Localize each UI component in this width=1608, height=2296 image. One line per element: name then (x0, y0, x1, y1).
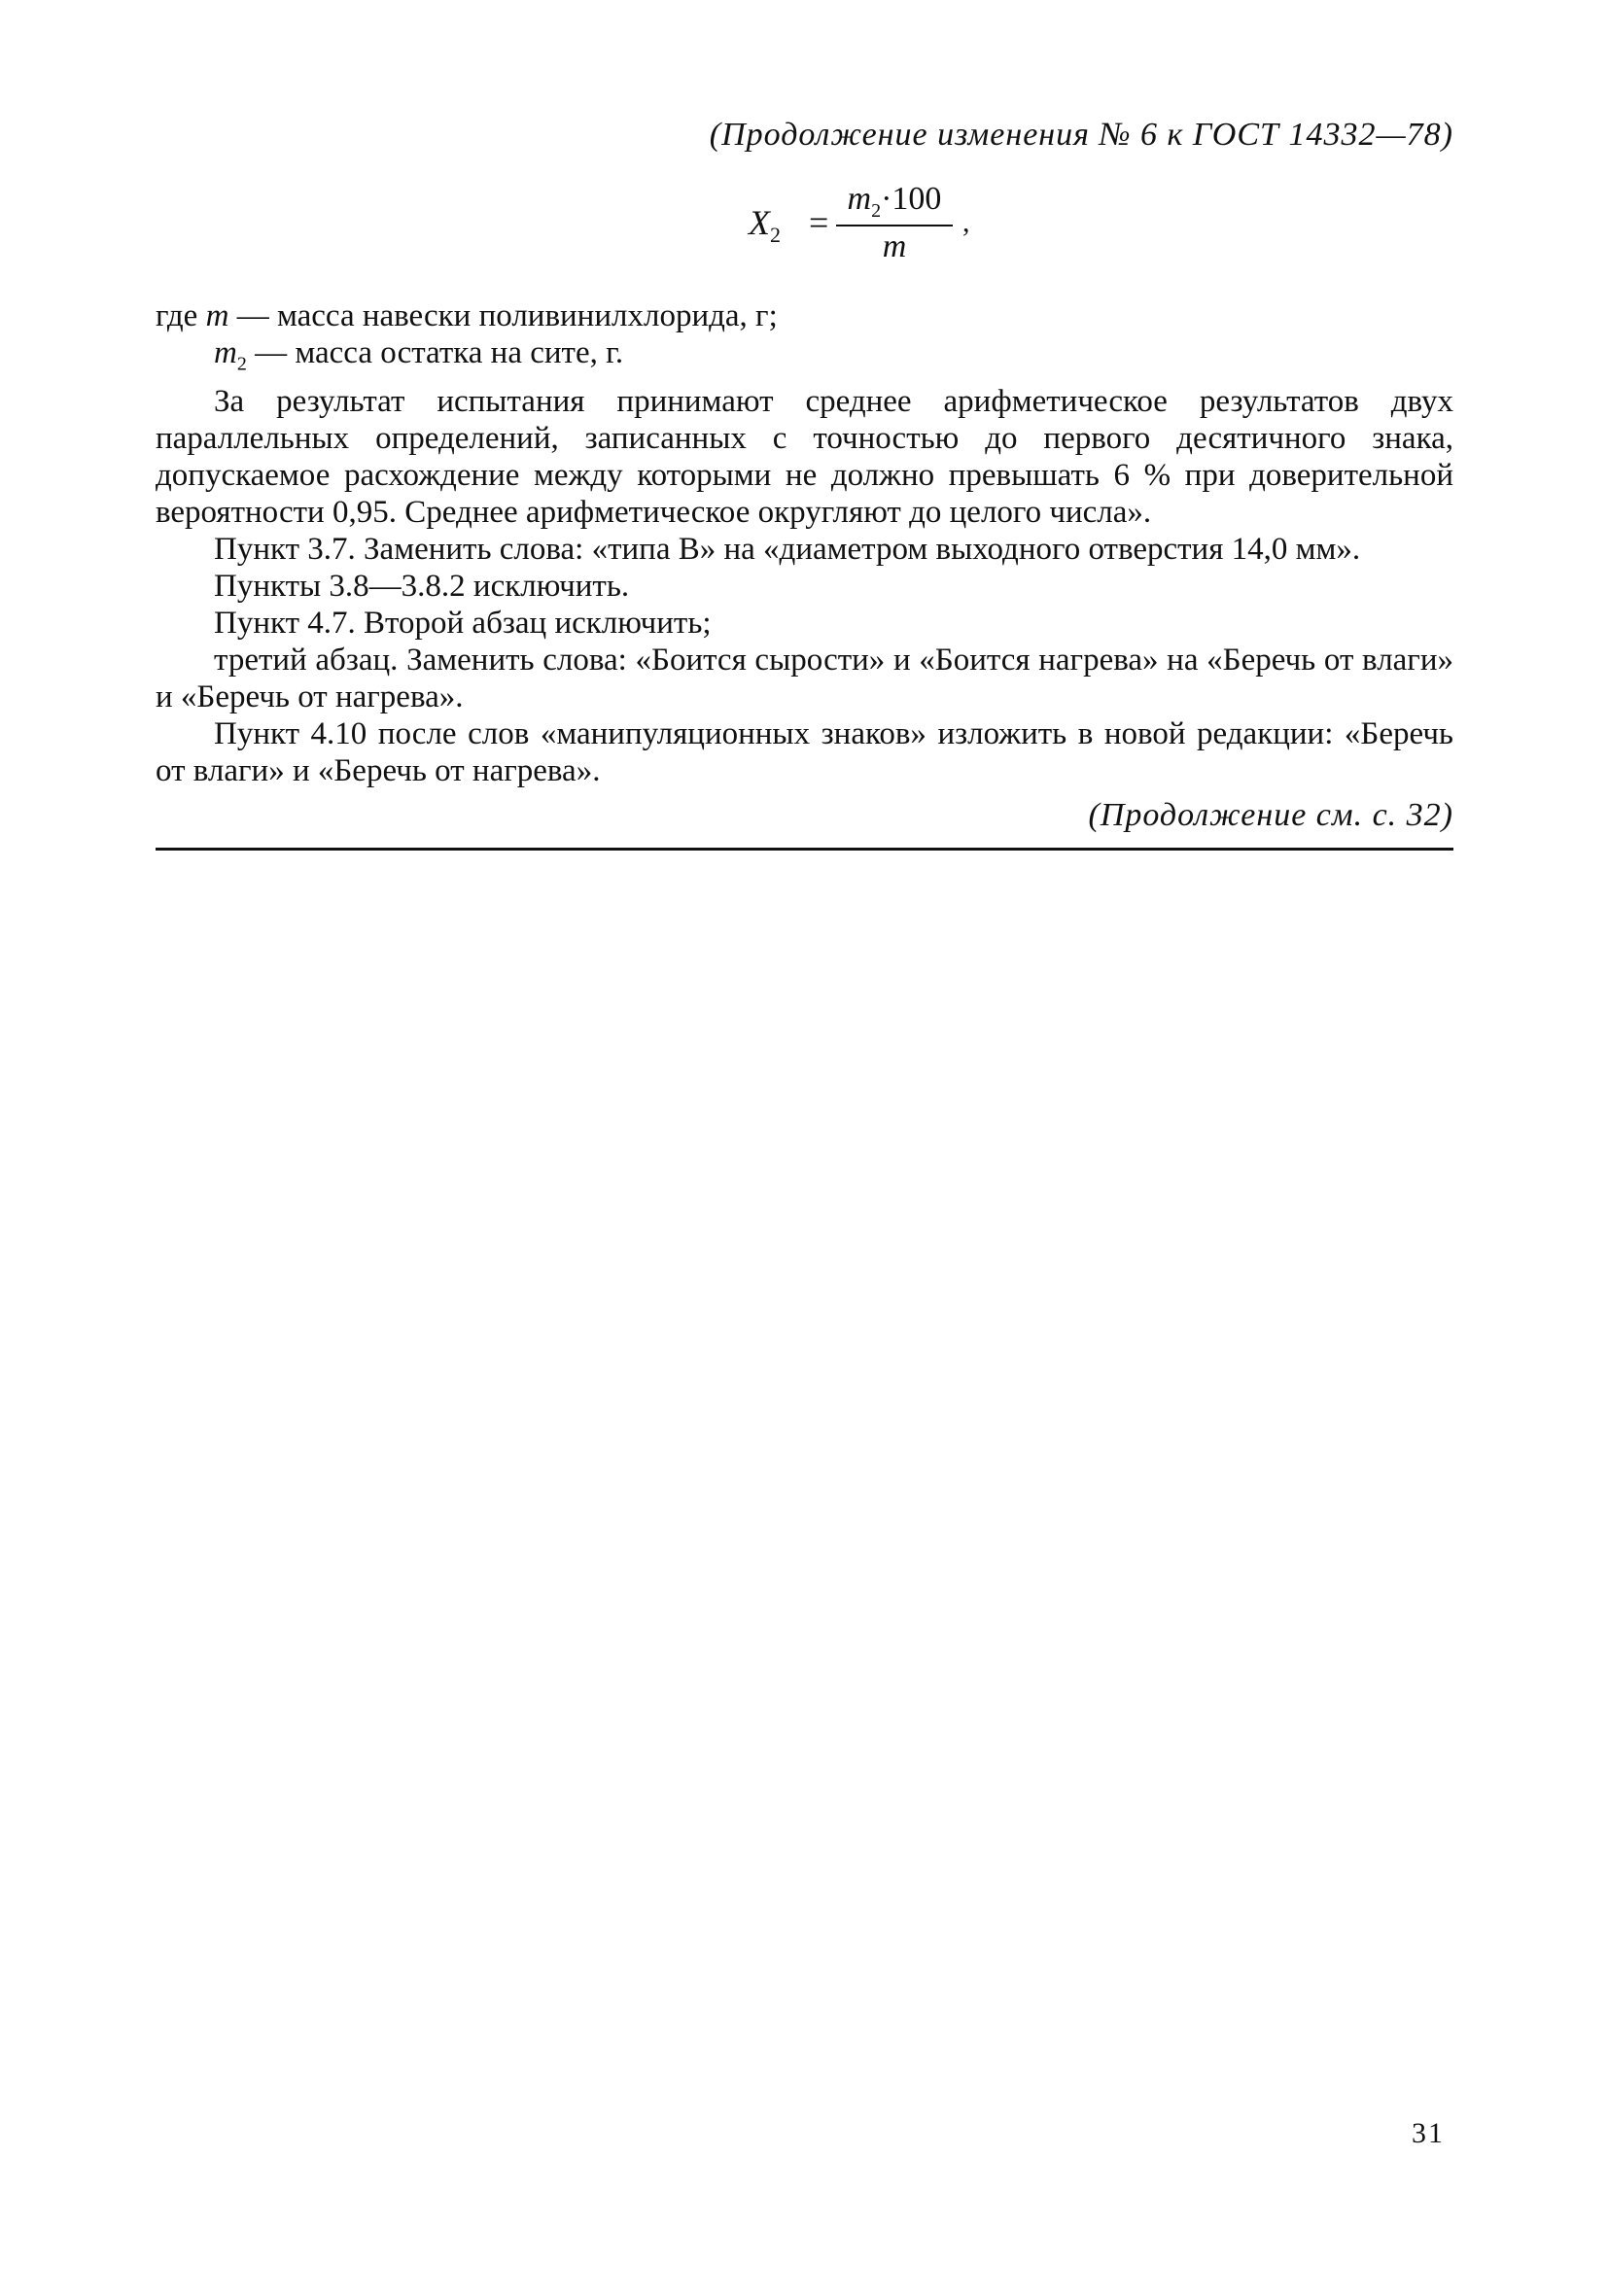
paragraph-clause-3-7: Пункт 3.7. Заменить слова: «типа В» на «диаметром выходного отверстия 14,0 мм». (214, 531, 1361, 567)
body-text (156, 297, 1453, 789)
formula-equals: = (809, 203, 829, 242)
formula-lhs (749, 202, 781, 248)
formula-numerator-rest: ·100 (881, 181, 942, 217)
divider-rule (156, 848, 1453, 851)
paragraph-clause-4-7: Пункт 4.7. Второй абзац исключить; (214, 605, 712, 641)
formula-comma: , (962, 206, 970, 238)
running-header: (Продолжение изменения № 6 к ГОСТ 14332—78) (709, 117, 1453, 153)
formula-denominator: m (882, 227, 907, 264)
definition-var-m: m (205, 298, 229, 333)
formula-numerator-var: m (847, 181, 872, 217)
paragraph-result: За результат испытания принимают среднее арифметическое результатов двух параллельных определений, записанных с точностью до первого десятичного знака, допускаемое расхождение между которыми не должно превышать 6 % при доверительной вероятности 0,95. Среднее арифметическое округляют до целого числа». (156, 383, 1453, 530)
paragraph-third-abzac: третий абзац. Заменить слова: «Боится сырости» и «Боится нагрева» на «Беречь от влаги» и «Беречь от нагрева». (156, 642, 1453, 714)
definition-line-2 (156, 334, 1453, 383)
definition-var-m2-sub: 2 (236, 353, 247, 375)
formula-numerator-sub: 2 (871, 199, 882, 222)
formula-lhs-sub: 2 (770, 223, 781, 248)
definition-text-2: — масса остатка на сите, г. (255, 335, 624, 370)
definition-var-m2: m (214, 335, 237, 370)
page-number: 31 (1412, 2117, 1445, 2149)
continued-note: (Продолжение см. с. 32) (1088, 796, 1453, 833)
formula (156, 181, 1453, 297)
definition-line-1 (156, 297, 1453, 334)
paragraph-clause-4-10: Пункт 4.10 после слов «манипуляционных знаков» изложить в новой редакции: «Беречь от влаги» и «Беречь от нагрева». (156, 715, 1453, 788)
document-page (156, 117, 1453, 851)
paragraph-clause-3-8: Пункты 3.8—3.8.2 исключить. (214, 568, 630, 604)
definition-text-1: — масса навески поливинилхлорида, г; (236, 298, 778, 333)
formula-fraction (836, 181, 953, 265)
formula-lhs-var: X (749, 203, 770, 242)
formula-numerator (836, 181, 953, 226)
definition-prefix: где (156, 298, 198, 333)
